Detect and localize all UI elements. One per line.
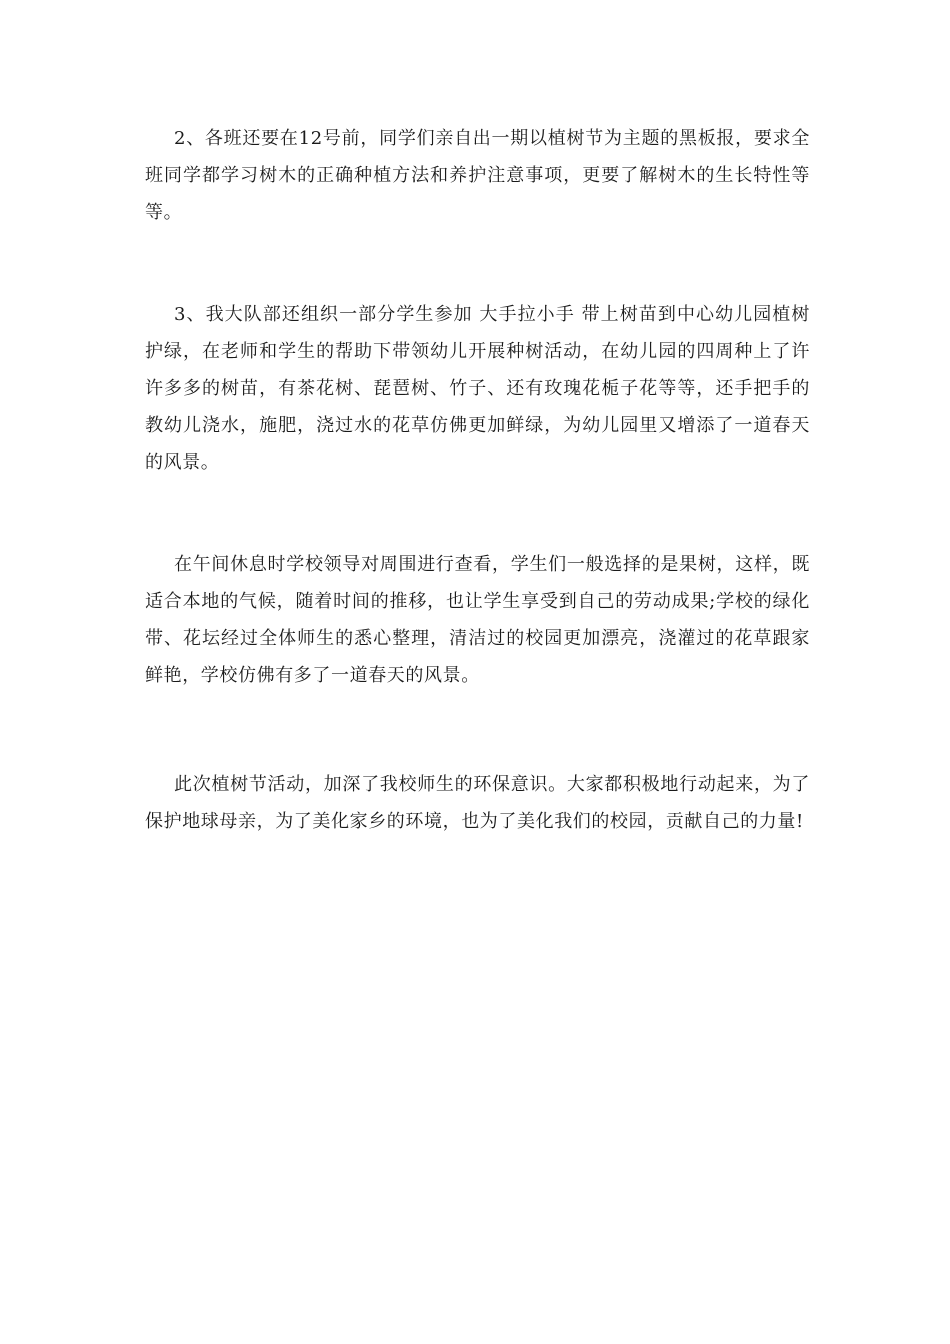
paragraph-blackboard-report: 2、各班还要在12号前，同学们亲自出一期以植树节为主题的黑板报，要求全班同学都学习树木的正确种植方法和养护注意事项，更要了解树木的生长特性等等。 [145, 128, 810, 223]
paragraph-noon-inspection: 在午间休息时学校领导对周围进行查看，学生们一般选择的是果树，这样，既适合本地的气候，随着时间的推移，也让学生享受到自己的劳动成果;学校的绿化带、花坛经过全体师生的悉心整理，清洁过的校园更加漂亮，浇灌过的花草跟家鲜艳，学校仿佛有多了一道春天的风景。 [145, 554, 810, 686]
paragraph-kindergarten-planting: 3、我大队部还组织一部分学生参加 大手拉小手 带上树苗到中心幼儿园植树护绿，在老师和学生的帮助下带领幼儿开展种树活动，在幼儿园的四周种上了许许多多的树苗，有茶花树、琵琶树、竹子、还有玫瑰花栀子花等等，还手把手的教幼儿浇水，施肥，浇过水的花草仿佛更加鲜绿，为幼儿园里又增添了一道春天的风景。 [145, 304, 810, 473]
paragraph-conclusion: 此次植树节活动，加深了我校师生的环保意识。大家都积极地行动起来，为了保护地球母亲，为了美化家乡的环境，也为了美化我们的校园，贡献自己的力量! [145, 774, 810, 832]
